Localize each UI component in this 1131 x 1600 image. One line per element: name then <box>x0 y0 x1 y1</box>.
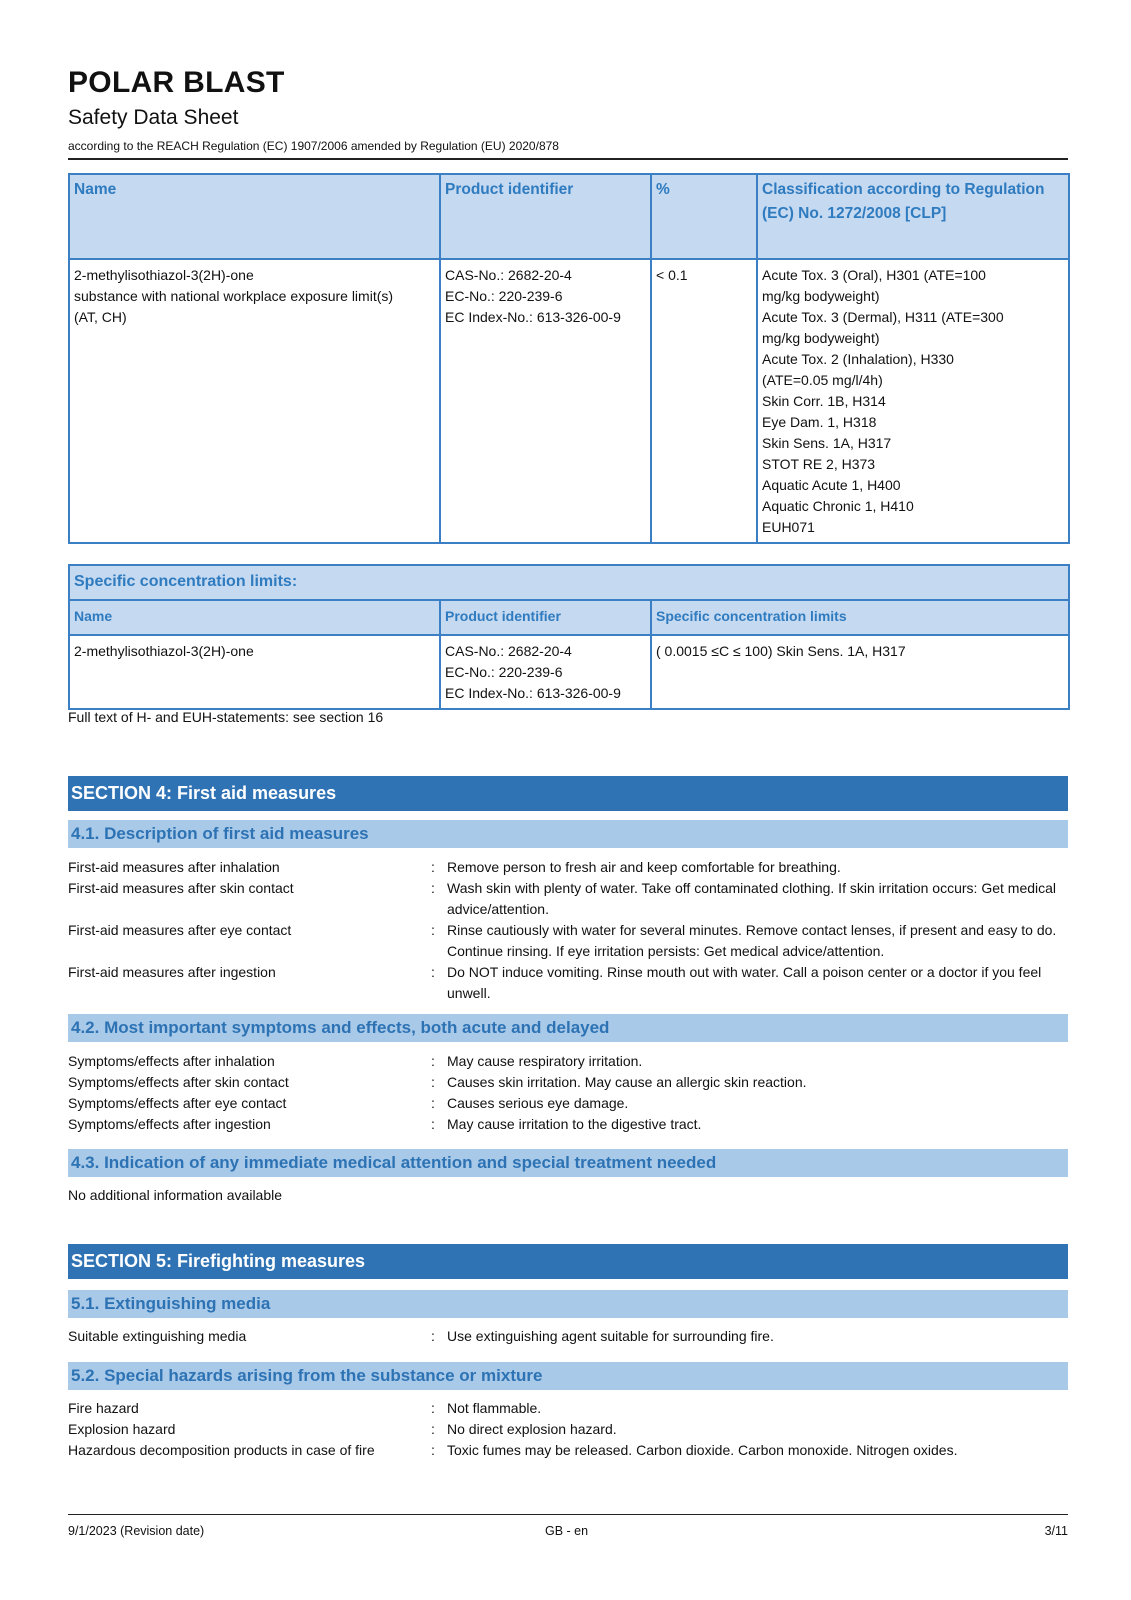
field-value: Do NOT induce vomiting. Rinse mouth out with water. Call a poison center or a doctor if you feel unwell. <box>447 964 1042 1001</box>
field-value: Toxic fumes may be released. Carbon dioxide. Carbon monoxide. Nitrogen oxides. <box>447 1442 958 1458</box>
section-4-heading: SECTION 4: First aid measures <box>68 776 1068 811</box>
column-header-identifier: Product identifier <box>440 600 651 635</box>
page-number: 3/11 <box>1044 1524 1068 1538</box>
list-item <box>68 1398 1068 1419</box>
separator: : <box>431 1074 435 1090</box>
concentration-limit-cell: ( 0.0015 ≤C ≤ 100) Skin Sens. 1A, H317 <box>651 635 1069 709</box>
field-value: Use extinguishing agent suitable for surrounding fire. <box>447 1328 774 1344</box>
ec-number: EC-No.: 220-239-6 <box>445 288 563 304</box>
column-header-identifier: Product identifier <box>440 174 651 259</box>
special-hazards-list <box>68 1398 1068 1461</box>
separator: : <box>431 1421 435 1437</box>
list-item <box>68 1093 1068 1114</box>
classification-line: STOT RE 2, H373 <box>762 456 876 472</box>
column-header-name: Name <box>69 600 440 635</box>
field-label: Fire hazard <box>68 1400 139 1416</box>
table-row <box>69 259 1069 543</box>
classification-line: Acute Tox. 3 (Dermal), H311 (ATE=300 <box>762 309 1004 325</box>
classification-line: Eye Dam. 1, H318 <box>762 414 877 430</box>
classification-line: EUH071 <box>762 519 815 535</box>
language-code: GB - en <box>545 1524 589 1538</box>
classification-line: Aquatic Chronic 1, H410 <box>762 498 914 514</box>
field-label: Symptoms/effects after skin contact <box>68 1074 289 1090</box>
list-item <box>68 878 1068 920</box>
separator: : <box>431 964 435 980</box>
subsection-4-2-heading: 4.2. Most important symptoms and effects, both acute and delayed <box>68 1014 1068 1042</box>
field-label: Explosion hazard <box>68 1421 176 1437</box>
concentration-limits-caption: Specific concentration limits: <box>69 565 1069 600</box>
field-value: Rinse cautiously with water for several minutes. Remove contact lenses, if present and easy to do. Continue rinsing. If eye irritation persists: Get medical advice/attention. <box>447 922 1057 959</box>
list-item <box>68 1440 1068 1461</box>
caption-row <box>69 565 1069 600</box>
concentration-header-row <box>69 600 1069 635</box>
field-value: Wash skin with plenty of water. Take off contaminated clothing. If skin irritation occurs: Get medical advice/attention. <box>447 880 1057 917</box>
field-label: First-aid measures after eye contact <box>68 922 292 938</box>
field-value: May cause irritation to the digestive tract. <box>447 1116 702 1132</box>
classification-line: mg/kg bodyweight) <box>762 330 880 346</box>
ec-number: EC-No.: 220-239-6 <box>445 664 563 680</box>
field-label: First-aid measures after ingestion <box>68 964 276 980</box>
list-item <box>68 1419 1068 1440</box>
field-label: Symptoms/effects after eye contact <box>68 1095 287 1111</box>
cas-number: CAS-No.: 2682-20-4 <box>445 643 572 659</box>
classification-line: Acute Tox. 2 (Inhalation), H330 <box>762 351 954 367</box>
classification-line: Acute Tox. 3 (Oral), H301 (ATE=100 <box>762 267 986 283</box>
identifier-cell <box>440 635 651 709</box>
column-header-limits: Specific concentration limits <box>651 600 1069 635</box>
separator: : <box>431 1095 435 1111</box>
subsection-4-1-heading: 4.1. Description of first aid measures <box>68 820 1068 848</box>
extinguishing-media-list <box>68 1326 1068 1347</box>
substance-name: 2-methylisothiazol-3(2H)-one <box>74 267 254 283</box>
field-value: Causes serious eye damage. <box>447 1095 629 1111</box>
footer-divider <box>68 1514 1068 1515</box>
substance-note: (AT, CH) <box>74 309 127 325</box>
ec-index-number: EC Index-No.: 613-326-00-9 <box>445 309 621 325</box>
separator: : <box>431 922 435 938</box>
separator: : <box>431 1442 435 1458</box>
revision-date: 9/1/2023 (Revision date) <box>68 1524 205 1538</box>
ec-index-number: EC Index-No.: 613-326-00-9 <box>445 685 621 701</box>
column-header-name: Name <box>69 174 440 259</box>
classification-line: (ATE=0.05 mg/l/4h) <box>762 372 883 388</box>
separator: : <box>431 1400 435 1416</box>
list-item <box>68 1051 1068 1072</box>
table-row <box>69 635 1069 709</box>
document-type: Safety Data Sheet <box>68 106 239 129</box>
classification-line: Skin Sens. 1A, H317 <box>762 435 892 451</box>
column-header-classification: Classification according to Regulation (EC) No. 1272/2008 [CLP] <box>757 174 1069 259</box>
field-value: No direct explosion hazard. <box>447 1421 617 1437</box>
field-label: First-aid measures after skin contact <box>68 880 294 896</box>
field-label: First-aid measures after inhalation <box>68 859 280 875</box>
classification-line: mg/kg bodyweight) <box>762 288 880 304</box>
percent-cell: < 0.1 <box>651 259 757 543</box>
product-title: POLAR BLAST <box>68 66 285 99</box>
classification-cell <box>757 259 1069 543</box>
substance-name-cell <box>69 259 440 543</box>
subsection-5-2-heading: 5.2. Special hazards arising from the substance or mixture <box>68 1362 1068 1390</box>
identifier-cell <box>440 259 651 543</box>
subsection-5-1-heading: 5.1. Extinguishing media <box>68 1290 1068 1318</box>
section-5-heading: SECTION 5: Firefighting measures <box>68 1244 1068 1279</box>
list-item <box>68 962 1068 1004</box>
field-value: Not flammable. <box>447 1400 542 1416</box>
field-label: Hazardous decomposition products in case of fire <box>68 1442 375 1458</box>
list-item <box>68 920 1068 962</box>
cas-number: CAS-No.: 2682-20-4 <box>445 267 572 283</box>
no-info-text: No additional information available <box>68 1187 283 1203</box>
symptoms-list <box>68 1051 1068 1135</box>
concentration-limits-table <box>68 564 1070 710</box>
full-text-note: Full text of H- and EUH-statements: see section 16 <box>68 709 384 725</box>
separator: : <box>431 1116 435 1132</box>
list-item <box>68 1072 1068 1093</box>
list-item <box>68 857 1068 878</box>
separator: : <box>431 1053 435 1069</box>
list-item <box>68 1326 1068 1347</box>
field-value: May cause respiratory irritation. <box>447 1053 643 1069</box>
separator: : <box>431 1328 435 1344</box>
first-aid-list <box>68 857 1068 1004</box>
classification-line: Aquatic Acute 1, H400 <box>762 477 901 493</box>
composition-table <box>68 173 1070 544</box>
field-label: Symptoms/effects after inhalation <box>68 1053 275 1069</box>
substance-name-cell: 2-methylisothiazol-3(2H)-one <box>69 635 440 709</box>
separator: : <box>431 859 435 875</box>
field-label: Symptoms/effects after ingestion <box>68 1116 271 1132</box>
composition-header-row <box>69 174 1069 259</box>
column-header-percent: % <box>651 174 757 259</box>
field-value: Remove person to fresh air and keep comfortable for breathing. <box>447 859 841 875</box>
classification-line: Skin Corr. 1B, H314 <box>762 393 886 409</box>
substance-note: substance with national workplace exposure limit(s) <box>74 288 394 304</box>
field-value: Causes skin irritation. May cause an allergic skin reaction. <box>447 1074 807 1090</box>
regulation-note: according to the REACH Regulation (EC) 1907/2006 amended by Regulation (EU) 2020/878 <box>68 139 559 153</box>
separator: : <box>431 880 435 896</box>
subsection-4-3-heading: 4.3. Indication of any immediate medical attention and special treatment needed <box>68 1149 1068 1177</box>
field-label: Suitable extinguishing media <box>68 1328 247 1344</box>
header-divider <box>68 158 1068 160</box>
list-item <box>68 1114 1068 1135</box>
